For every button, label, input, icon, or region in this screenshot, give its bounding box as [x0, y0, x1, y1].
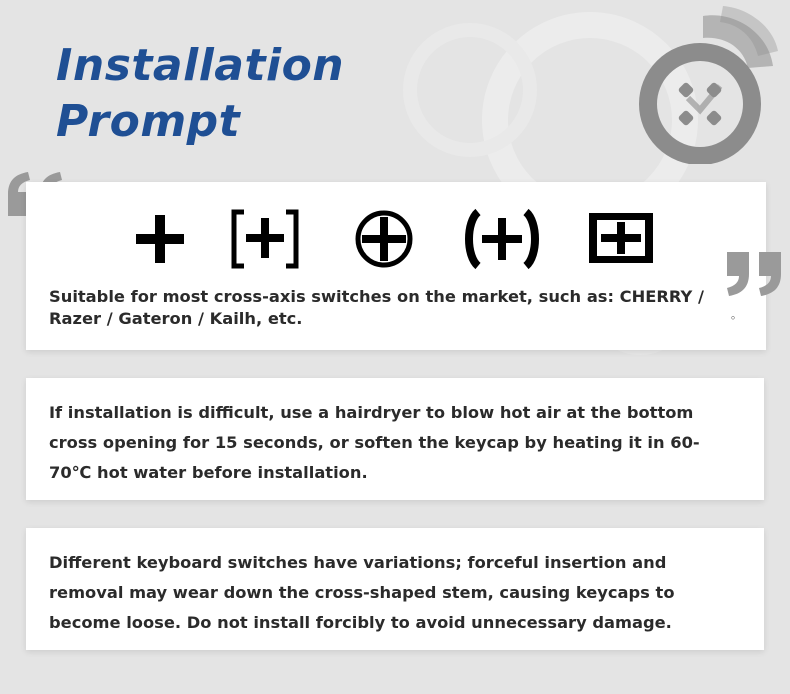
plus-stem-icon — [136, 215, 184, 263]
page-title-line1: Installation — [56, 40, 345, 91]
heating-tip-card — [26, 378, 764, 500]
compatibility-text: Suitable for most cross-axis switches on the market, such as: CHERRY / Razer / Gateron / Kailh, etc. — [49, 287, 704, 328]
stem-symbols-row — [26, 182, 766, 282]
warning-card — [26, 528, 764, 650]
warning-text: Different keyboard switches have variations; forceful insertion and removal may wear down the cross-shaped stem, causing keycaps to become loose. Do not install forcibly to avoid unnecessary damage. — [49, 553, 675, 632]
page-title-line2: Prompt — [56, 96, 241, 147]
brand-badge-logo — [628, 6, 778, 164]
boxed-plus-stem-icon — [589, 213, 653, 263]
lenticular-plus-stem-icon — [469, 212, 535, 266]
page-title — [56, 38, 344, 150]
bracketed-plus-stem-icon — [234, 212, 296, 266]
heating-tip-text: If installation is difficult, use a hairdryer to blow hot air at the bottom cross opening for 15 seconds, or soften the keycap by heating it in 60-70℃ hot water before installation. — [49, 403, 700, 482]
circled-plus-stem-icon — [358, 213, 410, 265]
compatibility-card — [26, 182, 766, 350]
stray-period-mark: 。 — [731, 308, 742, 321]
close-quote-icon — [725, 252, 785, 296]
